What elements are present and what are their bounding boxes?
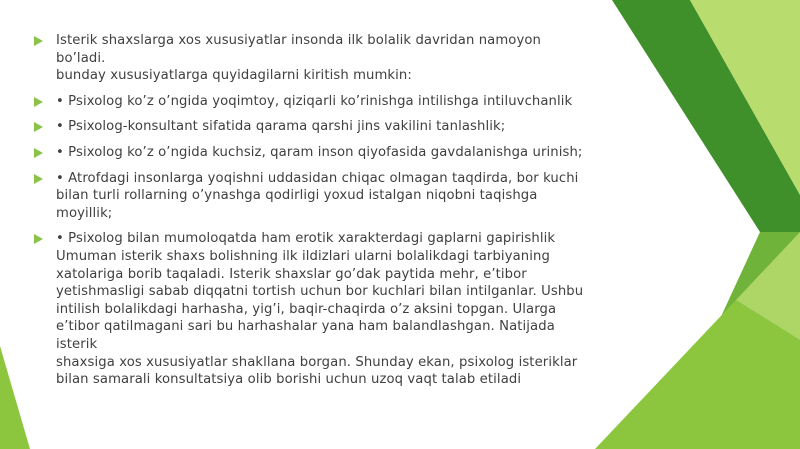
bullet-text-6: • Psixolog bilan mumoloqatda ham erotik xarakterdagi gaplarni gapirishlik Umuman isterik shaxs bolishning ilk ildizlari ularni bolalikdagi tarbiyaning xatolariga borib taqaladi. Isterik shaxslar go’dak paytida mehr, e’tibor yetishmasligi sabab diqqatni tortish uchun bor kuchlari bilan intilganlar. Ushbu intilish bolalikdagi harhasha, yig’i, baqir-chaqirda o’z aksini topgan. Ularga e’tibor qatilmagani sari bu harhashalar yana ham balandlashgan. Natijada isterik shaxsiga xos xususiyatlar shakllana borgan. Shunday ekan, psixolog isteriklar bilan samarali konsultatsiya olib borishi uchun uzoq vaqt talab etiladi [56,231,584,388]
bullet-item-2 [34,93,594,111]
bullet-text-5: • Atrofdagi insonlarga yoqishni uddasidan chiqac olmagan taqdirda, bor kuchi bilan turli rollarning o’ynashga qodirligi yoxud istalgan niqobni taqishga moyillik; [56,170,579,221]
bullet-list [34,32,594,397]
bullet-item-3 [34,118,594,136]
triangle-right-icon [34,234,43,244]
bullet-text-4: • Psixolog ko’z o’ngida kuchsiz, qaram inson qiyofasida gavdalanishga urinish; [56,144,583,160]
triangle-right-icon [34,36,43,46]
bullet-item-5 [34,170,594,223]
bullet-text-1: Isterik shaxslarga xos xususiyatlar insonda ilk bolalik davridan namoyon bo’ladi. bunday xususiyatlarga quyidagilarni kiritish mumkin: [56,33,541,84]
triangle-right-icon [34,174,43,184]
bullet-item-4 [34,144,594,162]
bullet-text-3: • Psixolog-konsultant sifatida qarama qarshi jins vakilini tanlashlik; [56,119,506,135]
bullet-text-2: • Psixolog ko’z o’ngida yoqimtoy, qiziqarli ko’rinishga intilishga intiluvchanlik [56,93,573,109]
bullet-item-1 [34,32,594,85]
left-green-shard [0,346,30,449]
triangle-right-icon [34,148,43,158]
bottom-right-shard [595,300,800,449]
triangle-right-icon [34,97,43,107]
bullet-item-6 [34,230,594,388]
triangle-right-icon [34,122,43,132]
